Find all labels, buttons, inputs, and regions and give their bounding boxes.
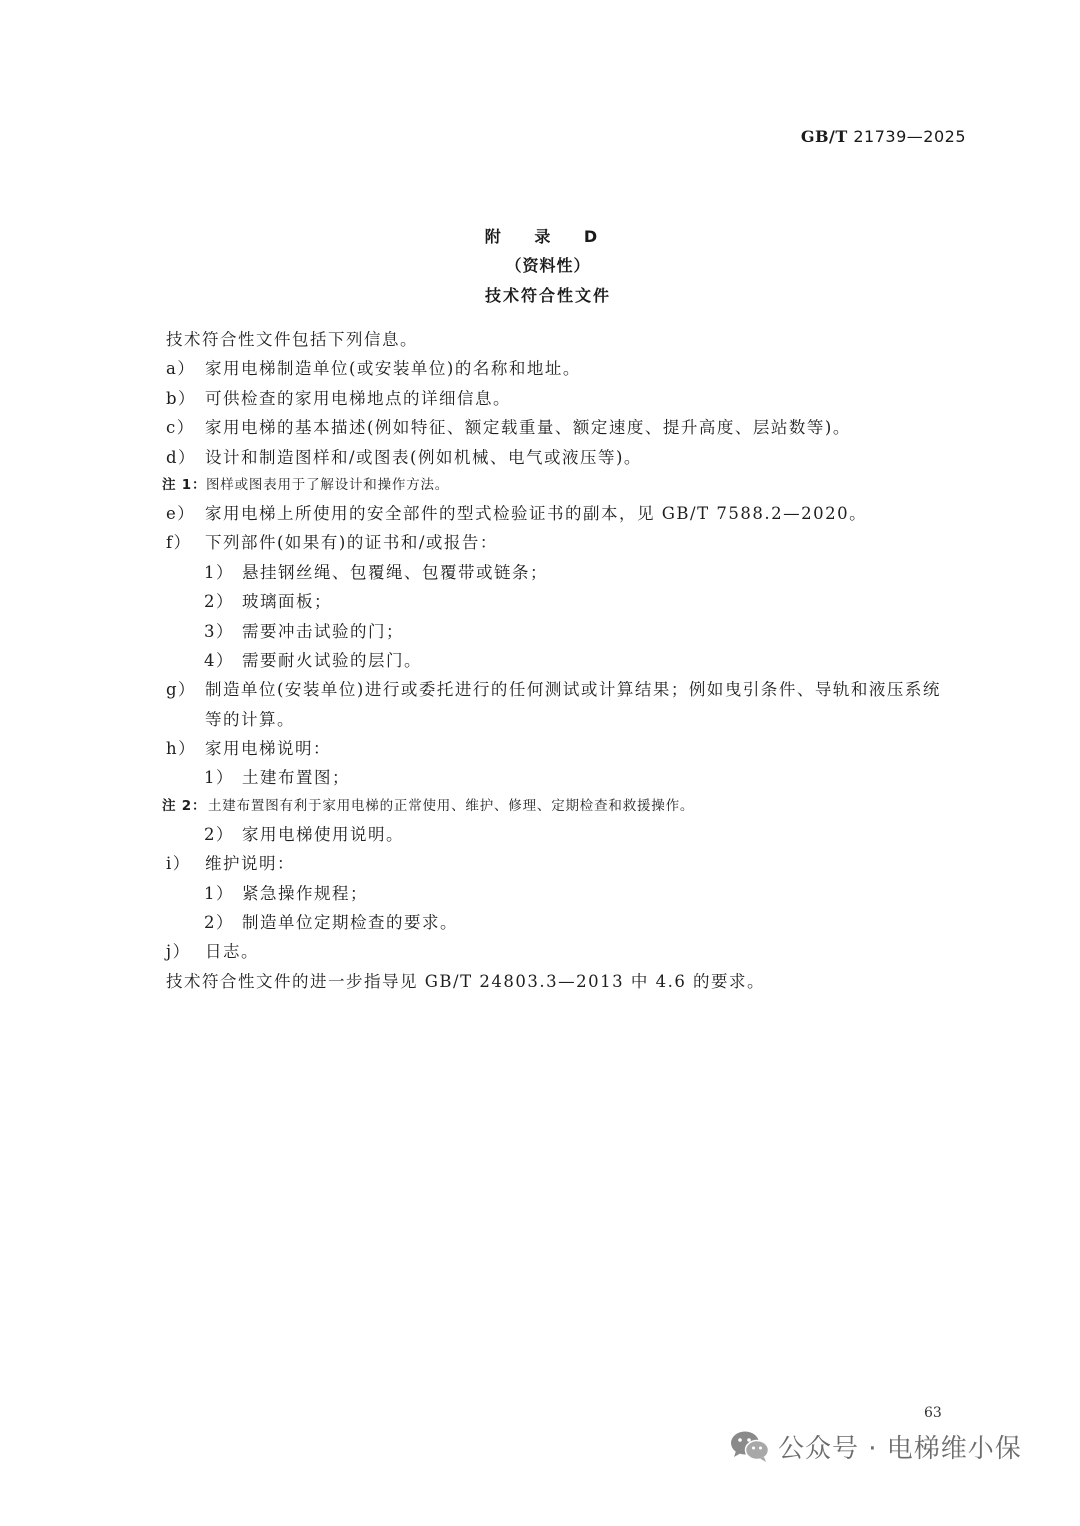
wechat-icon — [728, 1428, 772, 1464]
line-text: 制造单位(安装单位)进行或委托进行的任何测试或计算结果；例如曳引条件、导轨和液压系统 — [205, 680, 941, 700]
note-label: 注 2： — [162, 797, 207, 814]
watermark-text: 公众号 · 电梯维小保 — [778, 1433, 1022, 1464]
note — [162, 793, 976, 820]
note — [162, 472, 976, 499]
line-text: 技术符合性文件包括下列信息。 — [166, 330, 418, 349]
item-label: 4） — [204, 650, 234, 670]
item-label: 1） — [204, 768, 234, 788]
list-item — [166, 413, 976, 442]
line-text: 下列部件(如果有)的证书和/或报告： — [205, 533, 498, 553]
item-label: 3） — [204, 621, 234, 641]
item-label: 1） — [204, 883, 234, 903]
annex-body — [162, 325, 976, 996]
paragraph — [166, 325, 976, 354]
annex-label: 附 录 D — [484, 227, 612, 246]
item-label: d） — [166, 447, 197, 467]
item-label: b） — [166, 388, 197, 408]
list-item — [166, 443, 976, 472]
line-text: 家用电梯上所使用的安全部件的型式检验证书的副本，见 GB/T 7588.2—2020。 — [205, 503, 868, 523]
item-label: 1） — [204, 562, 234, 582]
standard-number: 21739—2025 — [853, 127, 966, 146]
list-item — [166, 528, 976, 557]
line-text: 需要冲击试验的门； — [242, 621, 404, 641]
sub-list-item — [166, 558, 976, 587]
item-label: c） — [166, 418, 195, 438]
list-item — [166, 849, 976, 878]
sub-list-item — [166, 879, 976, 908]
list-item — [166, 937, 976, 966]
item-label: e） — [166, 503, 196, 523]
line-text: 紧急操作规程； — [242, 883, 368, 903]
line-text: 等的计算。 — [205, 709, 295, 729]
watermark — [728, 1424, 1022, 1468]
page-number: 63 — [924, 1405, 942, 1421]
list-item — [166, 354, 976, 383]
line-text: 悬挂钢丝绳、包覆绳、包覆带或链条； — [242, 562, 548, 582]
annex-type: （资料性） — [505, 256, 591, 275]
item-label: f） — [166, 533, 192, 553]
list-item-continuation — [166, 705, 976, 734]
line-text: 家用电梯的基本描述(例如特征、额定载重量、额定速度、提升高度、层站数等)。 — [205, 418, 851, 438]
standard-prefix: GB/T — [800, 127, 848, 146]
line-text: 技术符合性文件的进一步指导见 GB/T 24803.3—2013 中 4.6 的要求。 — [166, 971, 766, 991]
sub-list-item — [166, 587, 976, 616]
paragraph — [166, 967, 976, 996]
sub-list-item — [166, 617, 976, 646]
line-text: 家用电梯制造单位(或安装单位)的名称和地址。 — [205, 359, 581, 379]
line-text: 可供检查的家用电梯地点的详细信息。 — [205, 388, 511, 408]
list-item — [166, 675, 976, 704]
line-text: 图样或图表用于了解设计和操作方法。 — [206, 476, 450, 493]
line-text: 设计和制造图样和/或图表(例如机械、电气或液压等)。 — [205, 447, 642, 467]
annex-title: 技术符合性文件 — [484, 286, 611, 305]
line-text: 家用电梯说明： — [205, 739, 331, 759]
list-item — [166, 499, 976, 528]
line-text: 家用电梯使用说明。 — [242, 824, 404, 844]
item-label: i） — [166, 854, 191, 874]
note-label: 注 1： — [162, 476, 207, 493]
standard-code — [801, 127, 966, 146]
sub-list-item — [166, 763, 976, 792]
line-text: 日志。 — [205, 942, 259, 962]
sub-list-item — [166, 820, 976, 849]
list-item — [166, 734, 976, 763]
line-text: 土建布置图有利于家用电梯的正常使用、维护、修理、定期检查和救援操作。 — [208, 797, 695, 814]
item-label: 2） — [204, 913, 234, 933]
line-text: 维护说明： — [205, 854, 295, 874]
item-label: a） — [166, 359, 196, 379]
line-text: 制造单位定期检查的要求。 — [242, 913, 458, 933]
item-label: 2） — [204, 592, 234, 612]
line-text: 需要耐火试验的层门。 — [242, 650, 422, 670]
sub-list-item — [166, 646, 976, 675]
item-label: 2） — [204, 824, 234, 844]
item-label: g） — [166, 680, 197, 700]
line-text: 土建布置图； — [242, 768, 350, 788]
line-text: 玻璃面板； — [242, 592, 332, 612]
list-item — [166, 384, 976, 413]
sub-list-item — [166, 908, 976, 937]
item-label: j） — [166, 942, 191, 962]
item-label: h） — [166, 739, 197, 759]
